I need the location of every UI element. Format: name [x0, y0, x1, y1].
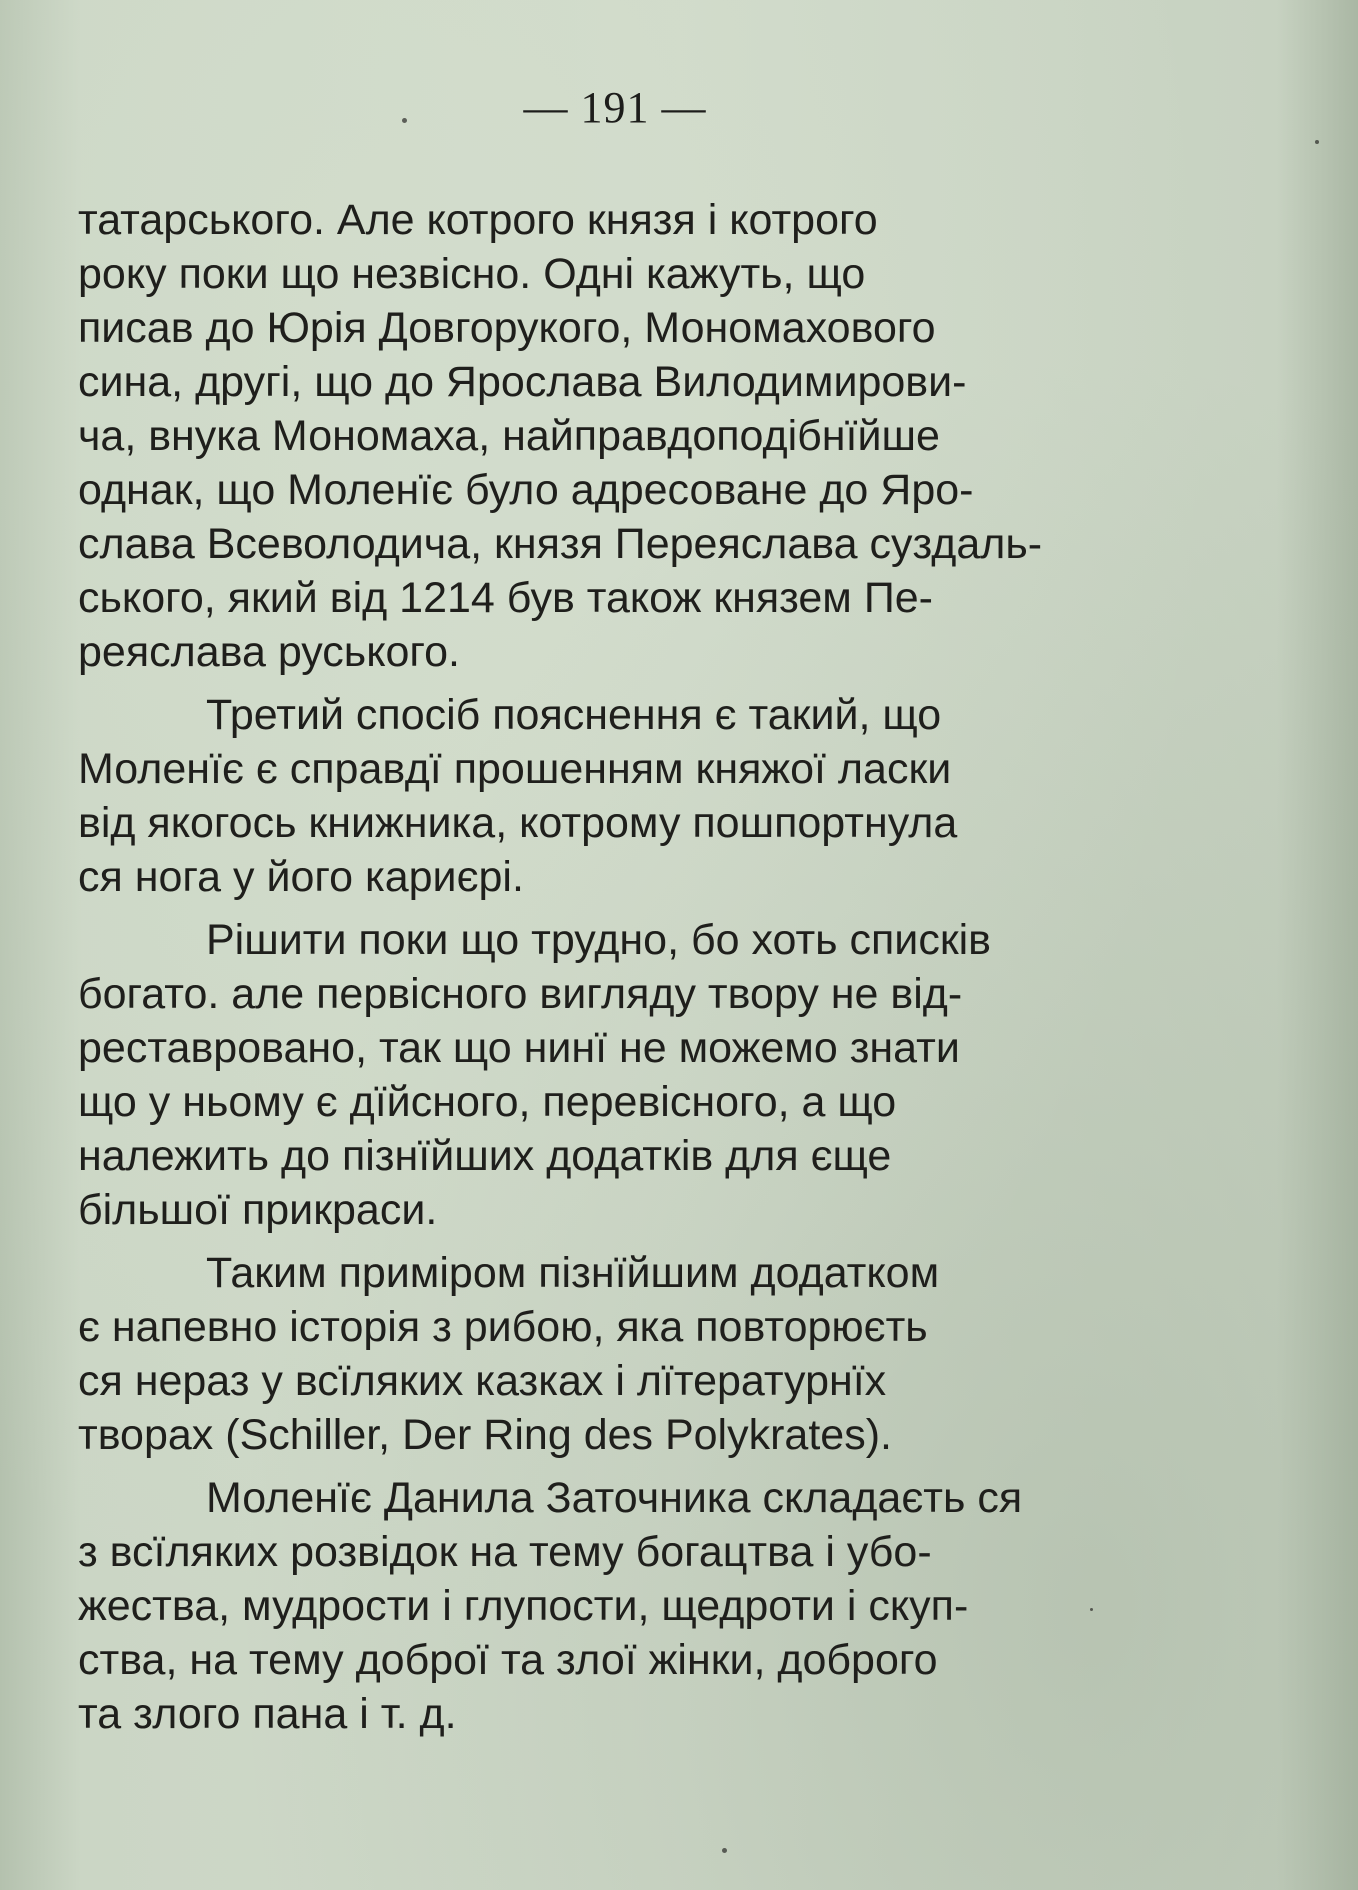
- text-line: та злого пана і т. д.: [78, 1690, 457, 1738]
- text-line: від якогось книжника, котрому пошпортнула: [78, 799, 958, 847]
- text-line: що у ньому є дїйсного, перевісного, а що: [78, 1078, 897, 1126]
- text-line: є напевно історія з рибою, яка повторюєть: [78, 1303, 928, 1351]
- text-line: татарського. Але котрого князя і котрого: [78, 196, 878, 244]
- text-line: ча, внука Мономаха, найправдоподібнїйше: [78, 412, 940, 460]
- paper-speck: [1315, 140, 1319, 144]
- text-line: сина, другі, що до Ярослава Вилодимирови-: [78, 358, 967, 406]
- text-line: ся нераз у всїляких казках і лїтературнїх: [78, 1357, 887, 1405]
- text-line: Рішити поки що трудно, бо хоть списків: [206, 916, 992, 964]
- page-text: [78, 193, 1150, 1750]
- text-line: Третий спосіб пояснення є такий, що: [206, 691, 942, 739]
- page-number: — 191 —: [523, 83, 707, 132]
- text-line: з всїляких розвідок на тему богацтва і убо-: [78, 1528, 932, 1576]
- paper-speck: [722, 1848, 727, 1853]
- paragraph-2: [78, 688, 1150, 904]
- paper-speck: [1090, 1608, 1093, 1611]
- text-line: ства, на тему доброї та злої жінки, доброго: [78, 1636, 938, 1684]
- text-line: року поки що незвісно. Одні кажуть, що: [78, 250, 866, 298]
- paragraph-1: [78, 193, 1150, 679]
- text-line: Моленїє Данила Заточника складаєть ся: [206, 1474, 1023, 1522]
- text-line: більшої прикраси.: [78, 1186, 438, 1234]
- text-line: ся нога у його кариєрі.: [78, 853, 524, 901]
- text-line: творах (Schiller, Der Ring des Polykrates).: [78, 1411, 892, 1459]
- paper-speck: [402, 118, 407, 123]
- paragraph-5: [78, 1471, 1150, 1741]
- text-line: ського, який від 1214 був також князем Пе-: [78, 574, 933, 622]
- paragraph-3: [78, 913, 1150, 1237]
- text-line: богато. але первісного вигляду твору не від-: [78, 970, 963, 1018]
- paragraph-4: [78, 1246, 1150, 1462]
- text-line: писав до Юрія Довгорукого, Мономахового: [78, 304, 936, 352]
- text-line: слава Всеволодича, князя Переяслава суздаль-: [78, 520, 1043, 568]
- text-line: Моленїє є справдї прошенням княжої ласки: [78, 745, 952, 793]
- text-line: реставровано, так що нинї не можемо знати: [78, 1024, 960, 1072]
- text-line: однак, що Моленїє було адресоване до Яро-: [78, 466, 974, 514]
- text-line: належить до пізнїйших додатків для єще: [78, 1132, 892, 1180]
- text-line: жества, мудрости і глупости, щедроти і скуп-: [78, 1582, 969, 1630]
- text-line: реяслава руського.: [78, 628, 461, 676]
- text-line: Таким приміром пізнїйшим додатком: [206, 1249, 940, 1297]
